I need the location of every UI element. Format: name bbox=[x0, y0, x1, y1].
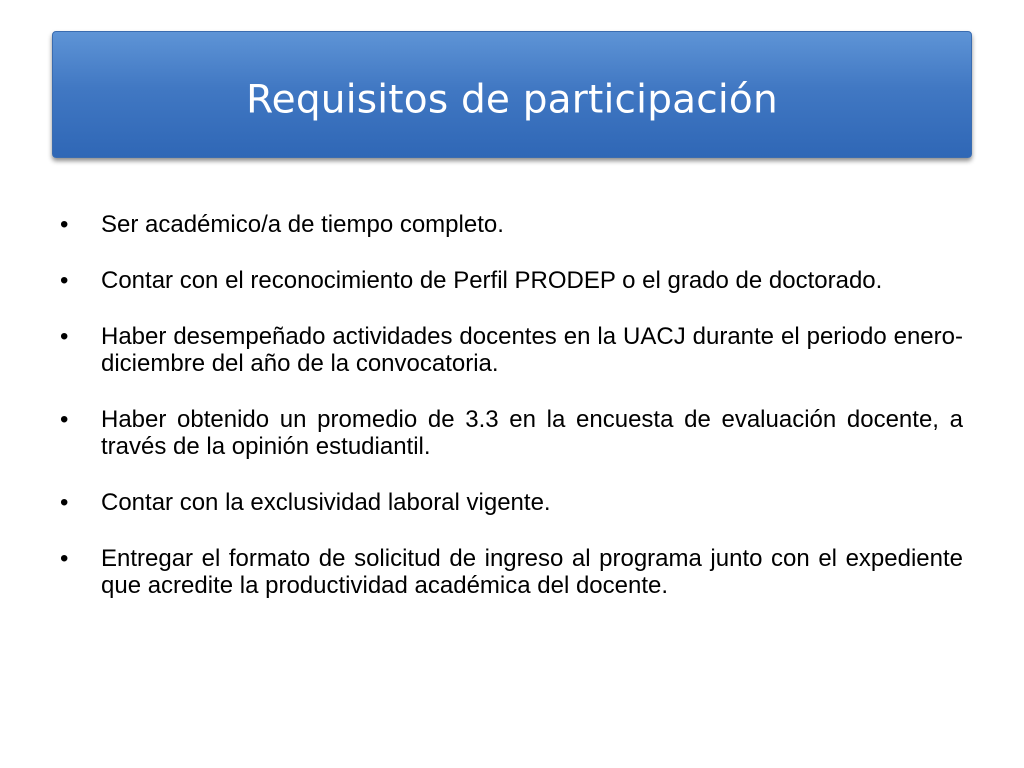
list-item bbox=[60, 545, 963, 599]
list-item-text: Ser académico/a de tiempo completo. bbox=[101, 211, 504, 238]
list-item bbox=[60, 211, 963, 238]
list-item bbox=[60, 489, 963, 516]
list-item-text: Contar con el reconocimiento de Perfil PRODEP o el grado de doctorado. bbox=[101, 267, 883, 294]
bullet-icon: • bbox=[60, 406, 69, 433]
bullet-icon: • bbox=[60, 545, 69, 572]
list-item bbox=[60, 323, 963, 377]
slide-title: Requisitos de participación bbox=[246, 77, 778, 123]
bullet-icon: • bbox=[60, 323, 69, 350]
list-item-text: Contar con la exclusividad laboral vigente. bbox=[101, 489, 551, 516]
list-item bbox=[60, 406, 963, 460]
list-item-text: Entregar el formato de solicitud de ingreso al programa junto con el expediente que acredite la productividad académica del docente. bbox=[101, 545, 963, 599]
list-item-text: Haber desempeñado actividades docentes en la UACJ durante el periodo enero-diciembre del año de la convocatoria. bbox=[101, 323, 963, 377]
bullet-icon: • bbox=[60, 211, 69, 238]
requirements-list bbox=[60, 211, 963, 599]
title-banner bbox=[52, 31, 972, 158]
bullet-icon: • bbox=[60, 489, 69, 516]
bullet-icon: • bbox=[60, 267, 69, 294]
list-item-text: Haber obtenido un promedio de 3.3 en la encuesta de evaluación docente, a través de la opinión estudiantil. bbox=[101, 406, 963, 460]
list-item bbox=[60, 267, 963, 294]
